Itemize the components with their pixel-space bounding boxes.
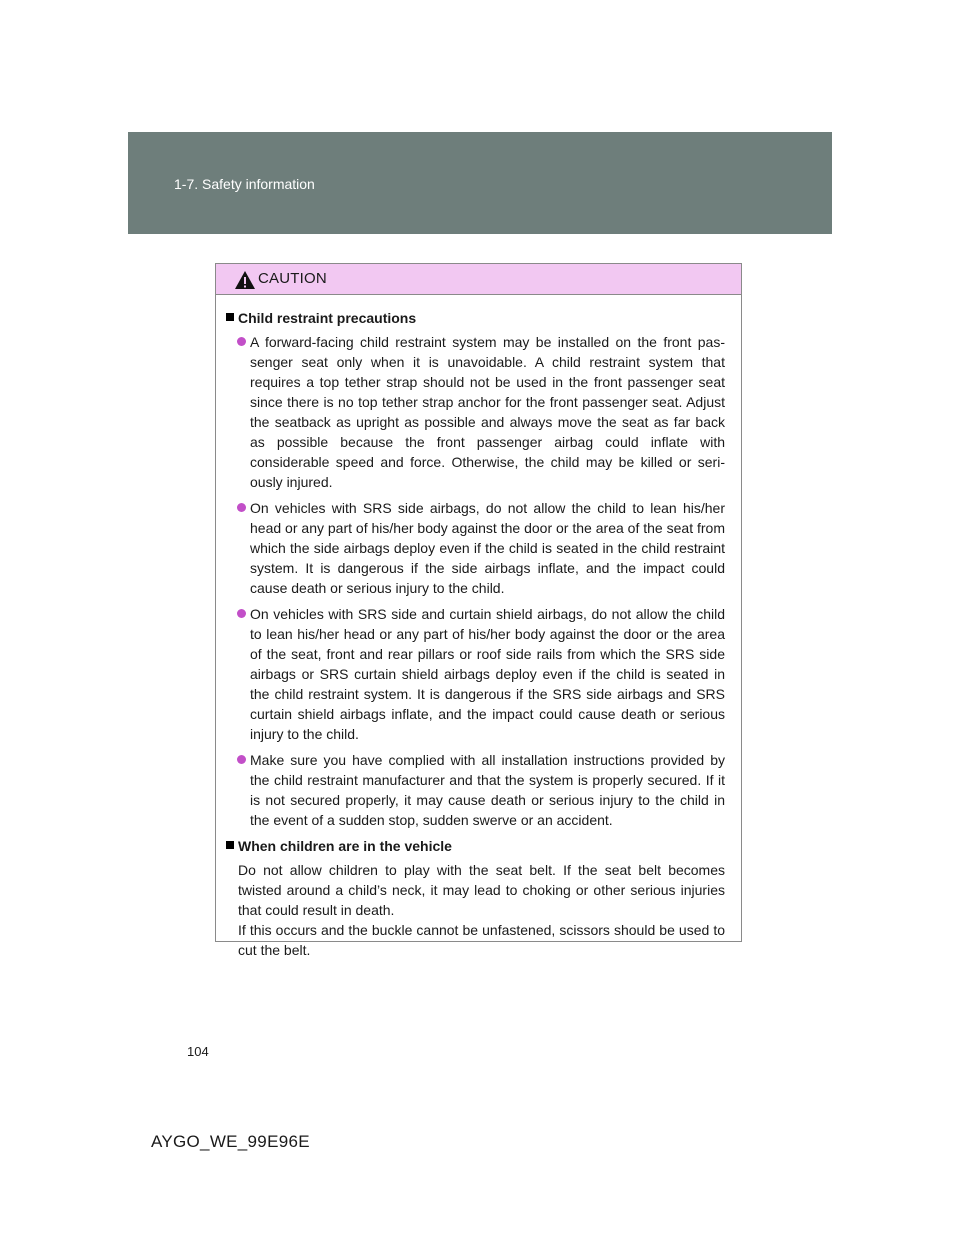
list-item <box>216 332 741 492</box>
section-heading-children-in-vehicle <box>216 836 741 856</box>
section-title: 1-7. Safety information <box>174 176 315 192</box>
bullet-icon <box>237 755 246 764</box>
section-heading-child-restraint <box>216 308 741 328</box>
list-item-text: Make sure you have complied with all installation instructions provided by the child restraint manufacturer and that the system is properly secured. If it is not secured properly, it may cause death or serious injury to the child in the event of a sudden stop, sudden swerve or an accident. <box>250 752 725 828</box>
section-header-bar <box>128 132 832 234</box>
bullet-icon <box>237 337 246 346</box>
caution-header <box>216 264 741 295</box>
bullet-icon <box>237 503 246 512</box>
list-item <box>216 498 741 598</box>
list-item <box>216 750 741 830</box>
paragraph: Do not allow children to play with the seat belt. If the seat belt becomes twisted around a child’s neck, it may lead to choking or other serious injuries that could result in death. <box>238 862 725 918</box>
page-number: 104 <box>187 1044 209 1059</box>
list-item-text: On vehicles with SRS side airbags, do not allow the child to lean his/her head or any part of his/her body against the door or the area of the seat from which the side airbags deploy even if the child is seated in the child restraint system. It is dangerous if the side airbags inflate, and the impact could cause death or serious injury to the child. <box>250 500 725 596</box>
paragraph: If this occurs and the buckle cannot be unfastened, scissors should be used to cut the belt. <box>238 922 725 958</box>
list-item <box>216 604 741 744</box>
square-bullet-icon <box>226 313 234 321</box>
caution-box <box>215 263 742 958</box>
list-item-text: On vehicles with SRS side and curtain shield airbags, do not allow the child to lean his/her head or any part of his/her body against the door or the area of the seat, front and rear pillars or roof side rails from which the SRS side airbags or SRS curtain shield airbags deploy even if the child is seated in the child restraint system. It is dangerous if the SRS side airbags and SRS curtain shield airbags inflate, and the impact could cause death or serious injury to the child. <box>250 606 725 742</box>
square-bullet-icon <box>226 841 234 849</box>
caution-body <box>216 295 741 960</box>
document-code: AYGO_WE_99E96E <box>151 1132 310 1151</box>
bullet-icon <box>237 609 246 618</box>
warning-triangle-icon <box>234 270 256 290</box>
list-item-text: A forward-facing child restraint system may be installed on the front pas-senger seat only when it is unavoidable. A child restraint system that requires a top tether strap should not be used in the front passenger seat since there is no top tether strap anchor for the front passenger seat. Adjust the seatback as upright as possible and always move the seat as far back as possible because the front passenger airbag could inflate with considerable speed and force. Otherwise, the child may be killed or seri-ously injured. <box>250 334 725 490</box>
section-heading-text: When children are in the vehicle <box>238 838 452 854</box>
caution-label: CAUTION <box>258 270 327 287</box>
section-heading-text: Child restraint precautions <box>238 310 417 326</box>
